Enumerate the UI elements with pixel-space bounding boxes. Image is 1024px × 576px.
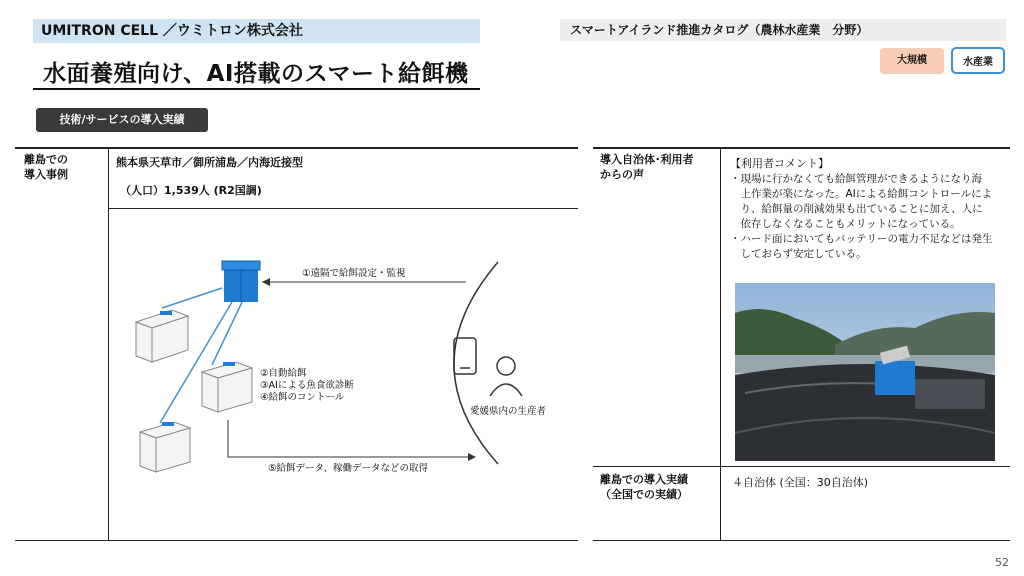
label-remote: ①遠隔で給餌設定・監視 — [302, 268, 406, 279]
right-table-divider — [720, 148, 721, 540]
system-diagram — [110, 210, 578, 538]
catalog-banner: スマートアイランド推進カタログ（農林水産業 分野） — [560, 19, 1006, 41]
fish-cage-icon-2 — [202, 362, 252, 412]
feeder-device-icon — [222, 261, 260, 302]
right-table-row-divider — [593, 466, 1010, 467]
tag-large-scale: 大規模 — [880, 48, 944, 74]
page-title: 水面養殖向け、AI搭載のスマート給餌機 — [43, 61, 469, 87]
fish-cage-icon-3 — [140, 422, 190, 472]
fish-cage-icon-1 — [136, 310, 188, 362]
comment-title: 【利用者コメント】 — [730, 157, 829, 170]
right-table-top-border — [593, 147, 1010, 149]
left-table-divider — [108, 148, 109, 540]
data-arrow — [228, 420, 468, 457]
data-arrow-head — [468, 453, 476, 461]
voice-label: 導入自治体･利用者 からの声 — [600, 153, 694, 181]
left-table-top-border — [15, 147, 578, 149]
page-number: 52 — [995, 556, 1009, 569]
comment-line: 上作業が楽になった。AIによる給餌コントロールによ — [730, 188, 993, 200]
population-text: （人口）1,539人 (R2国調) — [120, 184, 262, 197]
comment-line: り、給餌量の削減効果も出ていることに加え、人に — [730, 203, 983, 215]
right-table-bottom-border — [593, 540, 1010, 541]
left-table-row-divider — [108, 208, 578, 209]
left-table-bottom-border — [15, 540, 578, 541]
section-badge: 技術/サービスの導入実績 — [36, 108, 208, 132]
comment-body — [730, 172, 1005, 262]
record-label: 離島での導入実績 （全国での実績） — [600, 473, 688, 501]
company-banner: UMITRON CELL ／ウミトロン株式会社 — [33, 19, 480, 43]
label-data: ⑤給餌データ、稼働データなどの取得 — [268, 463, 428, 474]
remote-arrow-head — [262, 278, 270, 286]
comment-line: しておらず安定している。 — [730, 248, 867, 260]
link-line — [162, 288, 222, 308]
record-value: ４自治体 (全国：30自治体) — [732, 476, 869, 489]
smartphone-icon — [454, 338, 476, 374]
tag-fisheries: 水産業 — [951, 47, 1005, 74]
location-text: 熊本県天草市／御所浦島／内海近接型 — [116, 156, 303, 169]
comment-line: ・現場に行かなくても給餌管理ができるようになり海 — [730, 173, 982, 185]
case-label: 離島での 導入事例 — [24, 153, 68, 181]
comment-line: ・ハード面においてもバッテリーの電力不足などは発生 — [730, 233, 993, 245]
label-producer: 愛媛県内の生産者 — [470, 406, 547, 417]
person-icon — [490, 357, 522, 396]
label-feature-3: ④給餌のコントール — [260, 392, 345, 403]
title-underline — [33, 88, 480, 90]
comment-line: 依存しなくなることもメリットになっている。 — [730, 218, 961, 230]
installation-photo — [735, 283, 995, 461]
label-feature-2: ③AIによる魚食欲診断 — [260, 380, 354, 391]
label-feature-1: ②自動給餌 — [260, 368, 307, 379]
